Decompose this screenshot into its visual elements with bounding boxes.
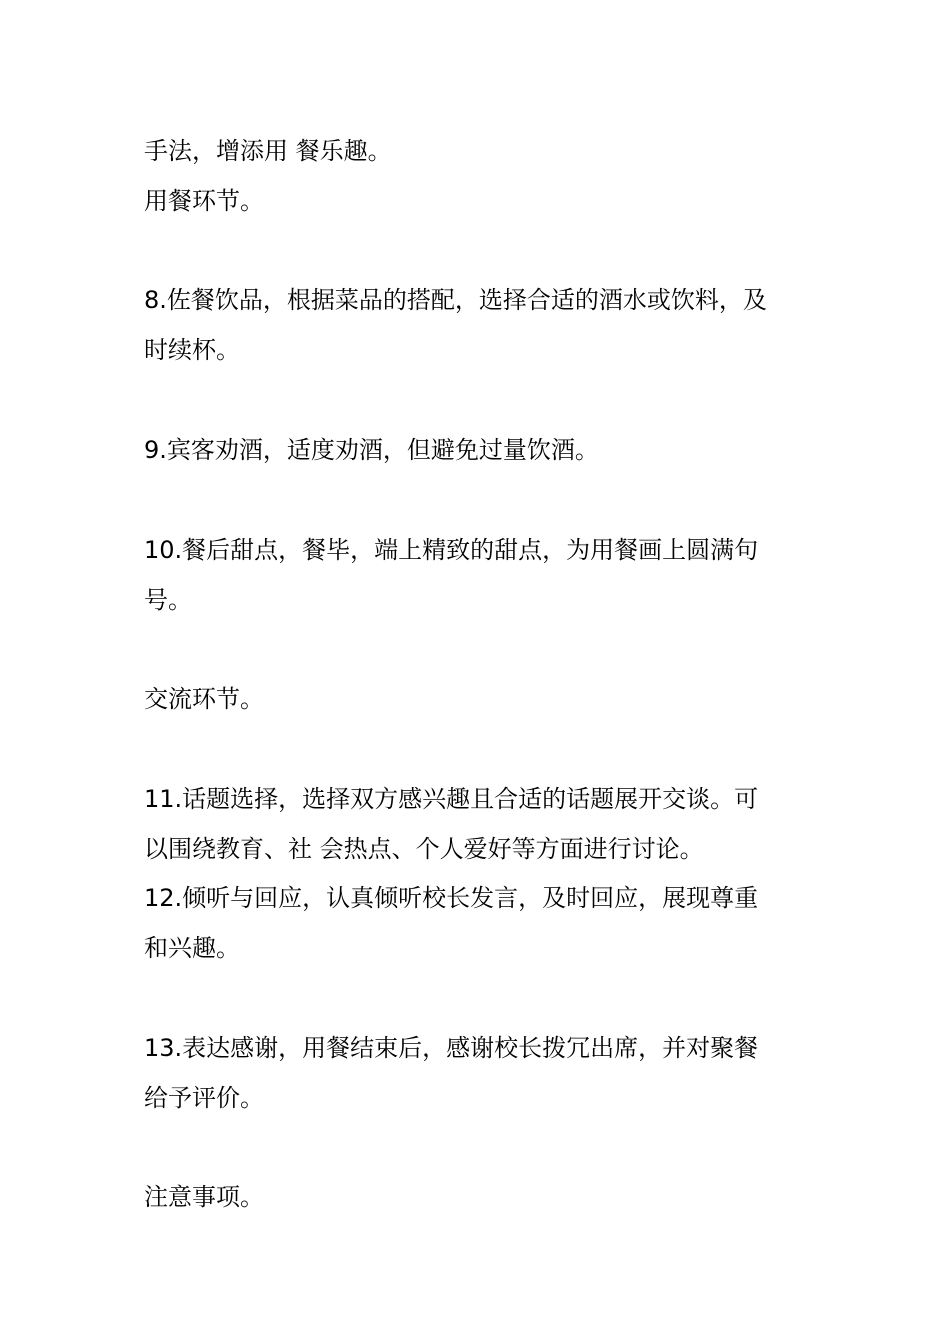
text-line: 号。 bbox=[144, 586, 192, 614]
text-line: 10.餐后甜点，餐毕，端上精致的甜点，为用餐画上圆满句 bbox=[144, 536, 759, 564]
section-heading-notes: 注意事项。 bbox=[144, 1183, 264, 1211]
text-line: 时续杯。 bbox=[144, 336, 240, 364]
text-line: 8.佐餐饮品，根据菜品的搭配，选择合适的酒水或饮料，及 bbox=[144, 286, 767, 314]
text-line: 和兴趣。 bbox=[144, 934, 240, 962]
section-heading-dining: 用餐环节。 bbox=[144, 187, 264, 215]
text-line: 以围绕教育、社 会热点、个人爱好等方面进行讨论。 bbox=[144, 835, 704, 863]
text-line: 给予评价。 bbox=[144, 1084, 264, 1112]
text-line: 12.倾听与回应，认真倾听校长发言，及时回应，展现尊重 bbox=[144, 884, 759, 912]
text-line: 13.表达感谢，用餐结束后，感谢校长拨冗出席，并对聚餐 bbox=[144, 1034, 759, 1062]
section-heading-communication: 交流环节。 bbox=[144, 685, 264, 713]
text-line: 9.宾客劝酒，适度劝酒，但避免过量饮酒。 bbox=[144, 436, 599, 464]
text-line: 手法，增添用 餐乐趣。 bbox=[144, 137, 392, 165]
text-line: 11.话题选择，选择双方感兴趣且合适的话题展开交谈。可 bbox=[144, 785, 759, 813]
